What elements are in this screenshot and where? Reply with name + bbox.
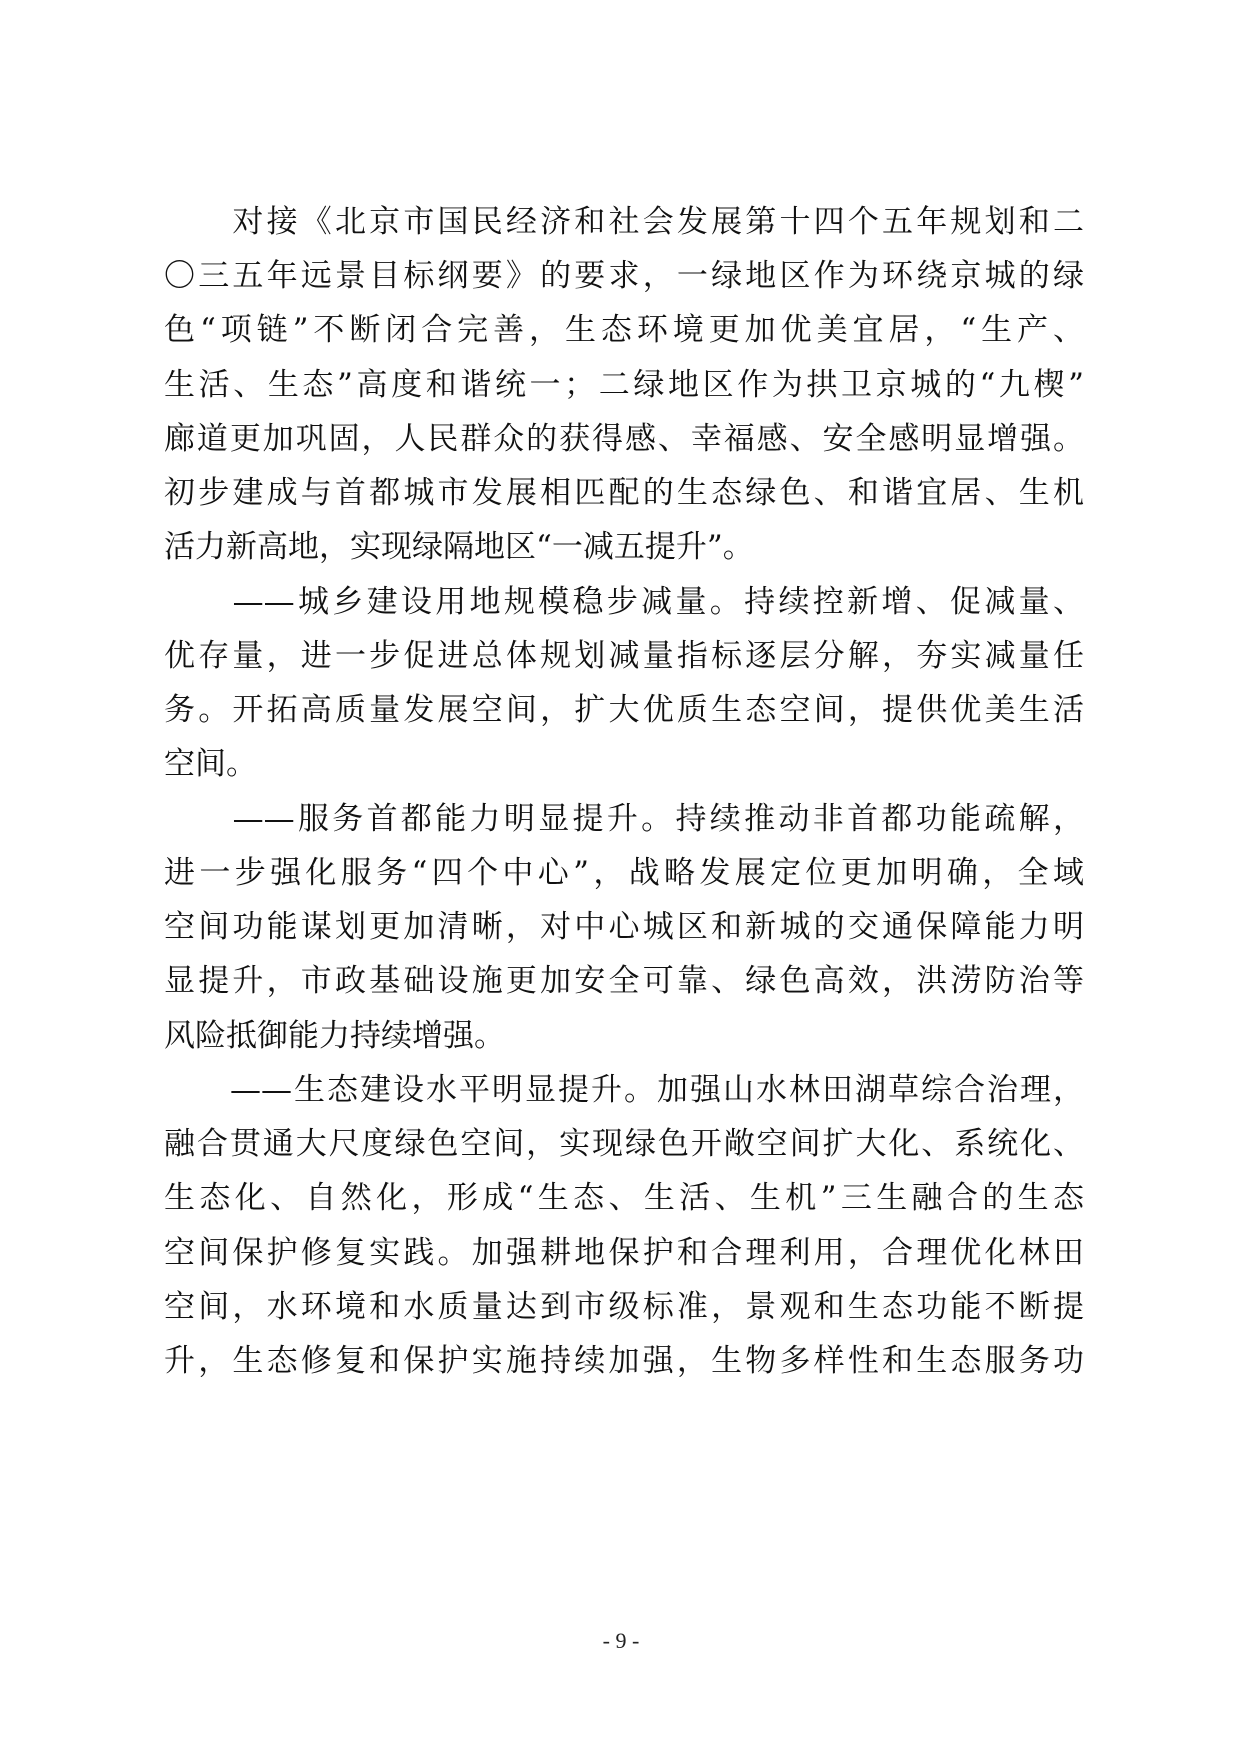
paragraph-3-line-5: 风险抵御能力持续增强。 — [164, 1018, 505, 1054]
paragraph-3-line-1: ——服务首都能力明显提升。持续推动非首都功能疏解， — [164, 801, 1084, 837]
paragraph-2-line-3: 务。开拓高质量发展空间，扩大优质生态空间，提供优美生活 — [164, 692, 1084, 728]
paragraph-1-line-2: 〇三五年远景目标纲要》的要求，一绿地区作为环绕京城的绿 — [164, 258, 1084, 294]
paragraph-2-line-2: 优存量，进一步促进总体规划减量指标逐层分解，夯实减量任 — [164, 638, 1084, 674]
paragraph-3-line-4: 显提升，市政基础设施更加安全可靠、绿色高效，洪涝防治等 — [164, 963, 1084, 999]
paragraph-4-line-4: 空间保护修复实践。加强耕地保护和合理利用，合理优化林田 — [164, 1235, 1084, 1271]
paragraph-4-line-3: 生态化、自然化，形成“生态、生活、生机”三生融合的生态 — [164, 1180, 1084, 1216]
paragraph-2-line-4: 空间。 — [164, 746, 257, 782]
paragraph-4-line-1: ——生态建设水平明显提升。加强山水林田湖草综合治理， — [164, 1072, 1084, 1108]
paragraph-1-line-7: 活力新高地，实现绿隔地区“一减五提升”。 — [164, 529, 754, 565]
paragraph-1-line-5: 廊道更加巩固，人民群众的获得感、幸福感、安全感明显增强。 — [164, 421, 1084, 457]
paragraph-2-line-1: ——城乡建设用地规模稳步减量。持续控新增、促减量、 — [164, 584, 1084, 620]
paragraph-3-line-2: 进一步强化服务“四个中心”，战略发展定位更加明确，全域 — [164, 855, 1084, 891]
paragraph-4-line-2: 融合贯通大尺度绿色空间，实现绿色开敞空间扩大化、系统化、 — [164, 1126, 1084, 1162]
paragraph-1-line-6: 初步建成与首都城市发展相匹配的生态绿色、和谐宜居、生机 — [164, 475, 1084, 511]
paragraph-1-line-1: 对接《北京市国民经济和社会发展第十四个五年规划和二 — [164, 204, 1084, 240]
paragraph-4-line-5: 空间，水环境和水质量达到市级标准，景观和生态功能不断提 — [164, 1289, 1084, 1325]
page-number: - 9 - — [602, 1628, 640, 1653]
paragraph-4-line-6: 升，生态修复和保护实施持续加强，生物多样性和生态服务功 — [164, 1343, 1084, 1379]
paragraph-1-line-3: 色“项链”不断闭合完善，生态环境更加优美宜居，“生产、 — [164, 312, 1084, 348]
paragraph-1-line-4: 生活、生态”高度和谐统一；二绿地区作为拱卫京城的“九楔” — [164, 367, 1084, 403]
paragraph-3-line-3: 空间功能谋划更加清晰，对中心城区和新城的交通保障能力明 — [164, 909, 1084, 945]
